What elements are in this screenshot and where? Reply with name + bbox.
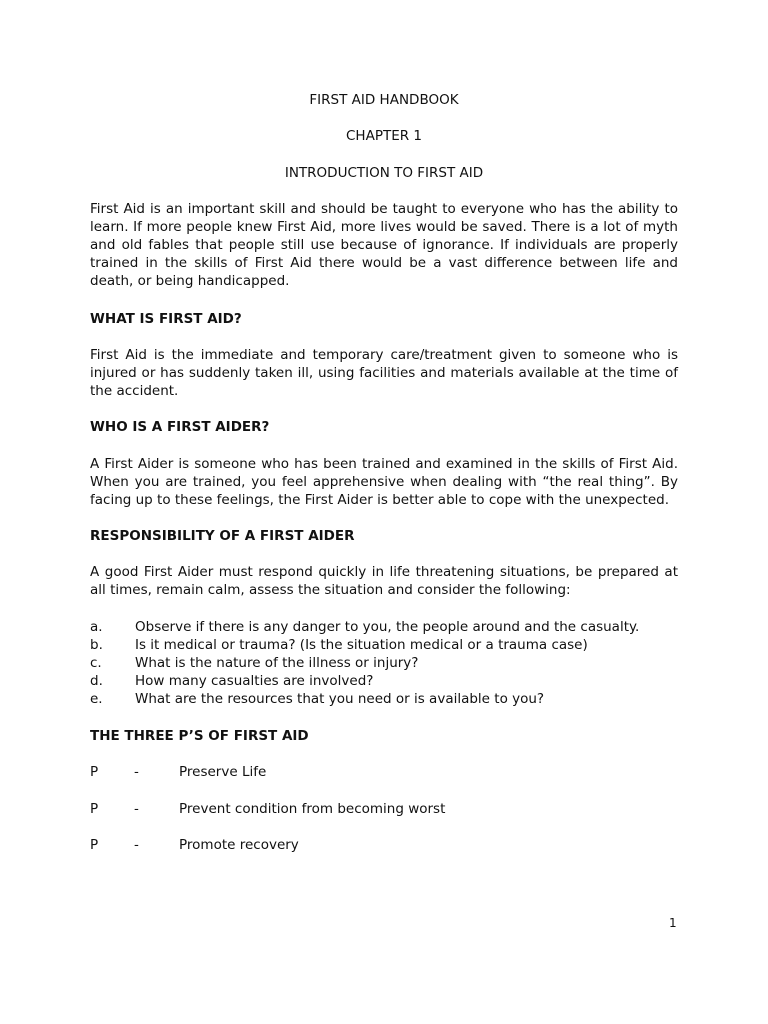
section-heading-who-is-first-aider: WHO IS A FIRST AIDER?: [90, 419, 270, 435]
three-ps-letter: P: [90, 764, 99, 780]
three-ps-letter: P: [90, 837, 99, 853]
section-heading-what-is-first-aid: WHAT IS FIRST AID?: [90, 311, 242, 327]
list-item: [90, 618, 690, 636]
list-item-text: Observe if there is any danger to you, the people around and the casualty.: [135, 619, 640, 635]
three-ps-item-promote: [90, 836, 690, 854]
list-item: [90, 654, 690, 672]
list-item: [90, 672, 690, 690]
chapter-number: CHAPTER 1: [346, 128, 422, 144]
three-ps-dash: -: [134, 801, 139, 817]
three-ps-item-prevent: [90, 800, 690, 818]
list-item-marker: e.: [90, 691, 103, 707]
list-item-marker: a.: [90, 619, 103, 635]
three-ps-text: Promote recovery: [179, 837, 299, 853]
chapter-title: INTRODUCTION TO FIRST AID: [284, 165, 484, 181]
list-item-text: What are the resources that you need or is available to you?: [135, 691, 545, 707]
three-ps-text: Prevent condition from becoming worst: [179, 801, 446, 817]
responsibility-list: [90, 618, 690, 708]
list-item: [90, 690, 690, 708]
section-heading-three-ps: THE THREE P’S OF FIRST AID: [90, 728, 309, 744]
section-paragraph-who-is-first-aider: A First Aider is someone who has been trained and examined in the skills of First Aid. When you are trained, you feel apprehensive when dealing with “the real thing”. By facing up to these feelings, the First Aider is better able to cope with the unexpected.: [90, 456, 678, 508]
list-item-marker: b.: [90, 637, 103, 653]
section-heading-responsibility: RESPONSIBILITY OF A FIRST AIDER: [90, 528, 355, 544]
three-ps-dash: -: [134, 837, 139, 853]
list-item: [90, 636, 690, 654]
list-item-text: How many casualties are involved?: [135, 673, 374, 689]
list-item-marker: c.: [90, 655, 102, 671]
three-ps-dash: -: [134, 764, 139, 780]
list-item-text: What is the nature of the illness or injury?: [135, 655, 419, 671]
section-paragraph-responsibility: A good First Aider must respond quickly in life threatening situations, be prepared at all times, remain calm, assess the situation and consider the following:: [90, 564, 678, 598]
list-item-marker: d.: [90, 673, 103, 689]
intro-paragraph: First Aid is an important skill and should be taught to everyone who has the ability to learn. If more people knew First Aid, more lives would be saved. There is a lot of myth and old fables that people still use because of ignorance. If individuals are properly trained in the skills of First Aid there would be a vast difference between life and death, or being handicapped.: [90, 201, 678, 289]
three-ps-text: Preserve Life: [179, 764, 267, 780]
document-title: FIRST AID HANDBOOK: [309, 92, 459, 108]
page-number: 1: [669, 916, 677, 930]
section-paragraph-what-is-first-aid: First Aid is the immediate and temporary care/treatment given to someone who is injured or has suddenly taken ill, using facilities and materials available at the time of the accident.: [90, 347, 678, 399]
three-ps-letter: P: [90, 801, 99, 817]
list-item-text: Is it medical or trauma? (Is the situation medical or a trauma case): [135, 637, 588, 653]
three-ps-item-preserve: [90, 763, 690, 781]
